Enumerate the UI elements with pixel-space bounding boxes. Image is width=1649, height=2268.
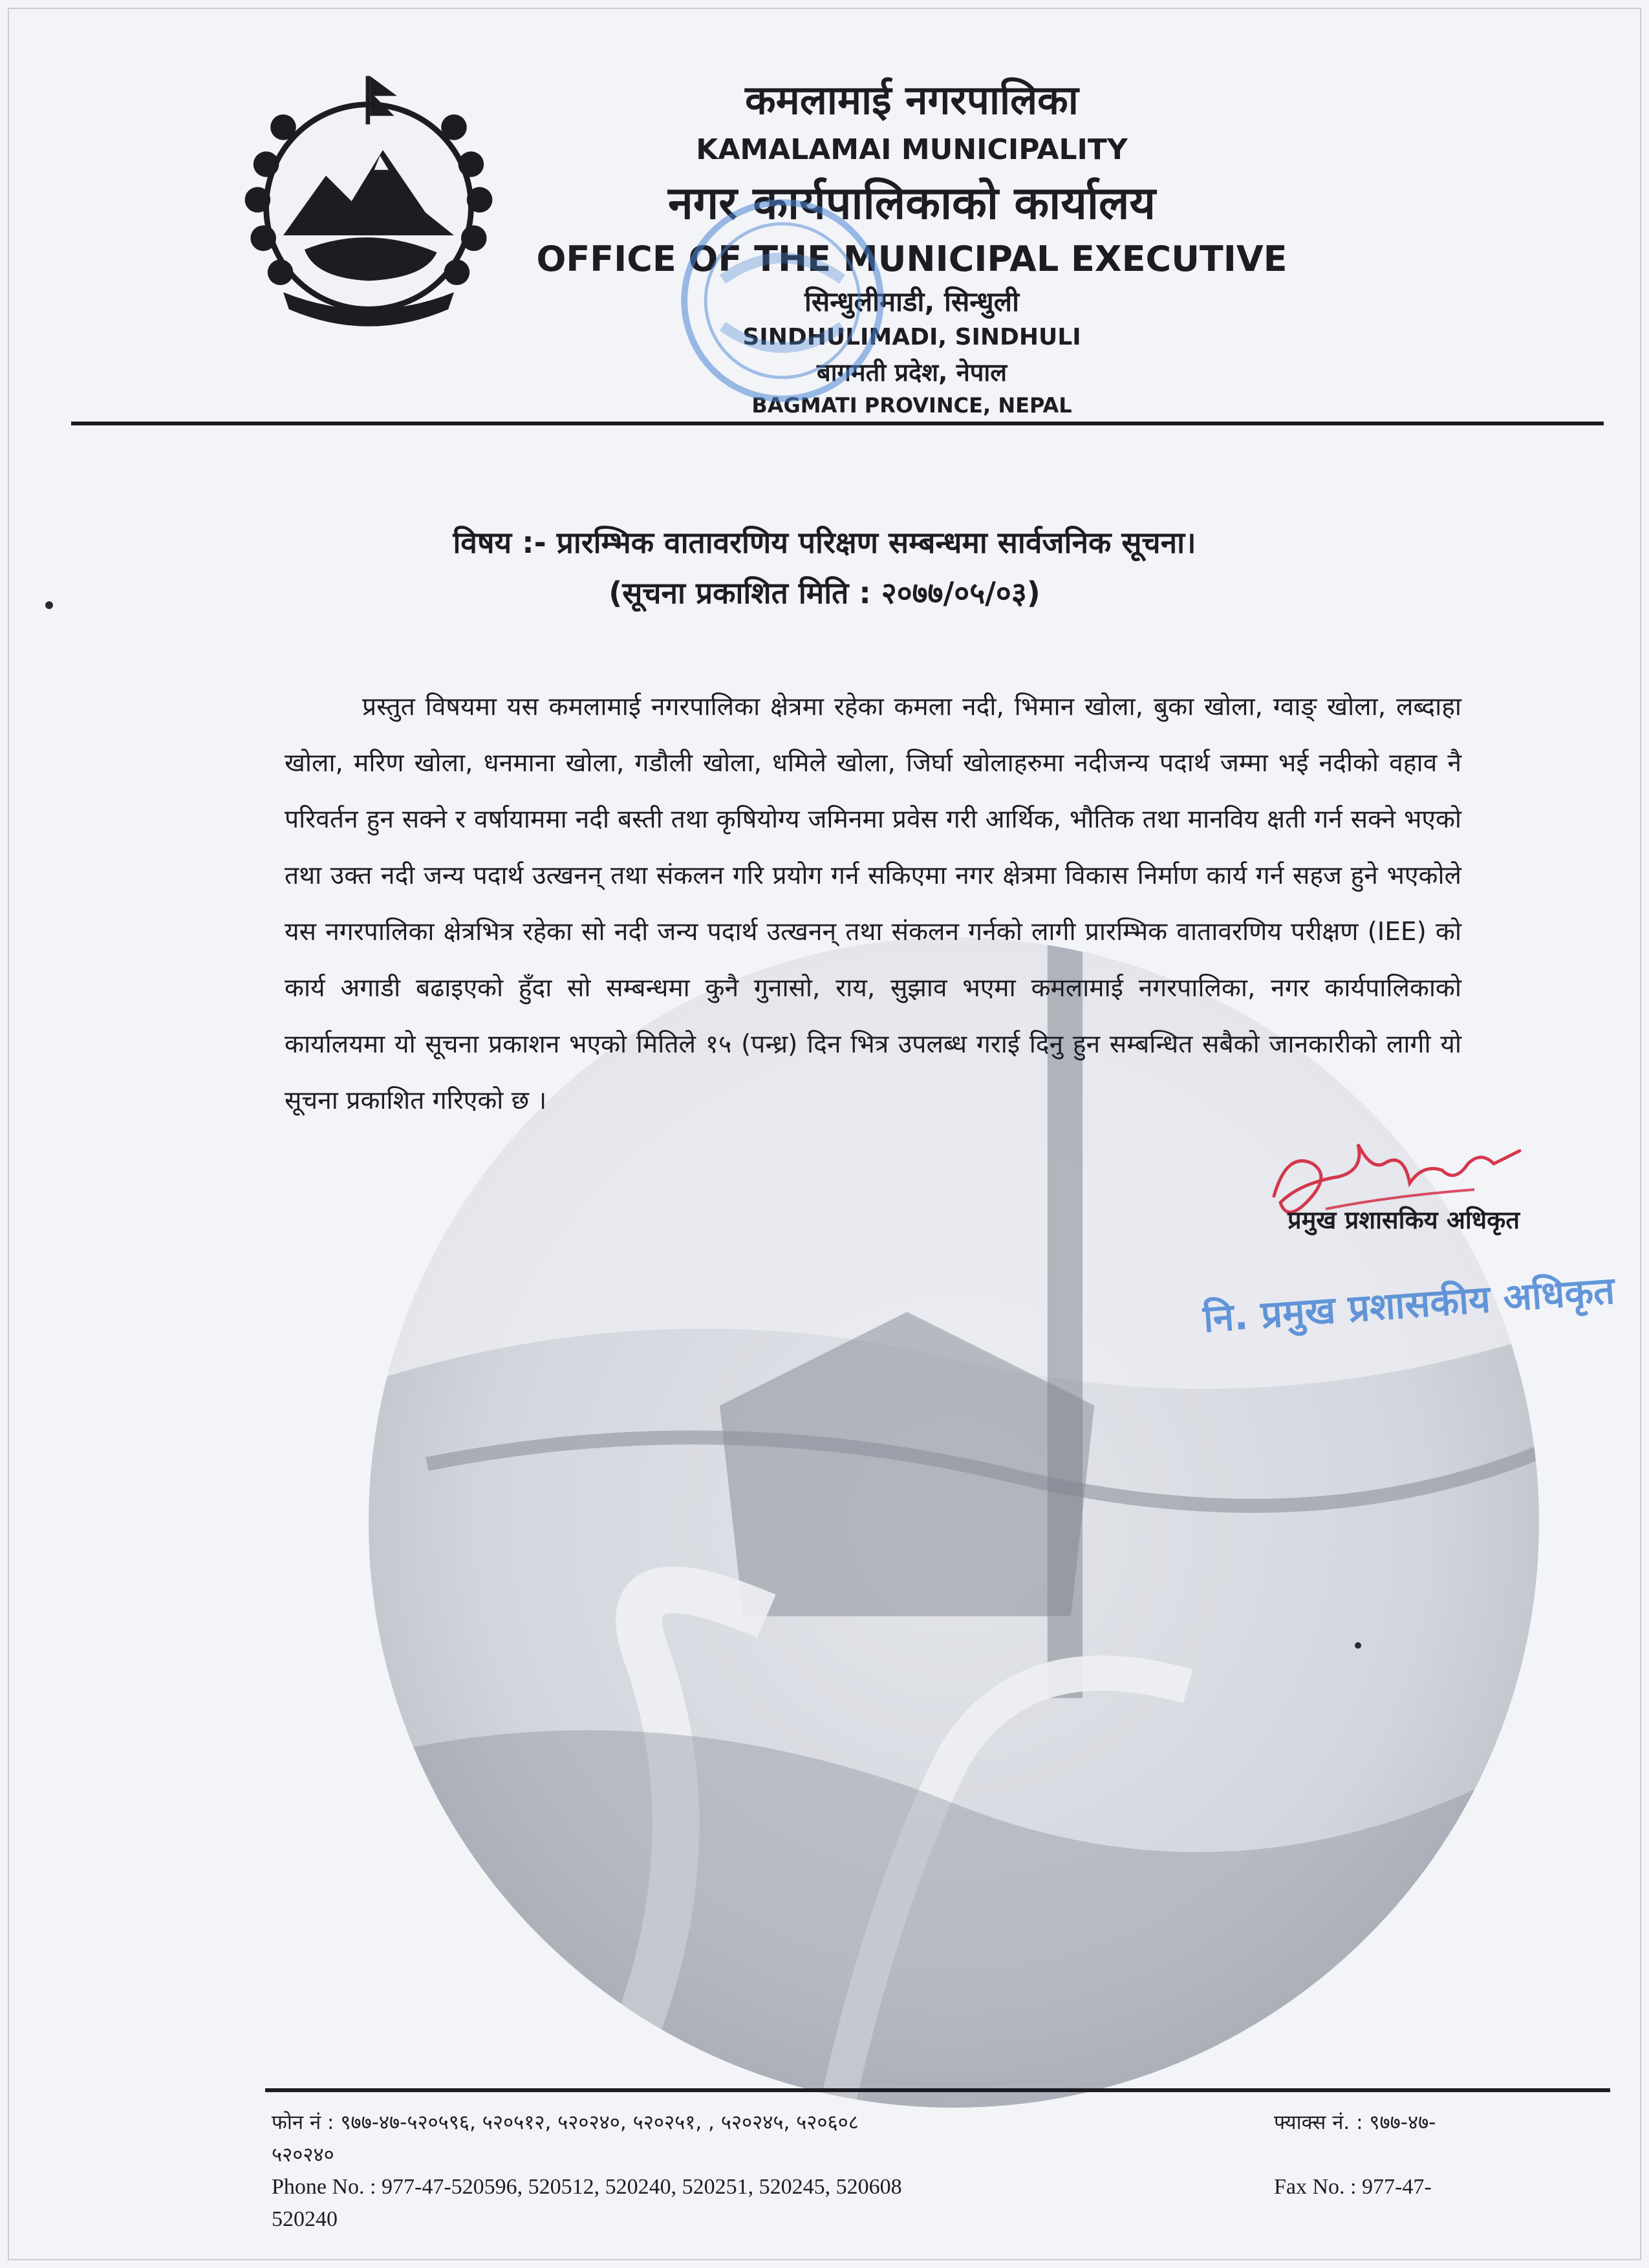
fax-np: फ्याक्स नं. : ९७७-४७- [1274, 2111, 1436, 2134]
municipality-name-np: कमलामाई नगरपालिका [745, 76, 1079, 123]
signatory-designation: प्रमुख प्रशासकिय अधिकृत [1287, 1206, 1520, 1234]
footer-divider [265, 2088, 1610, 2092]
speck-mark [45, 601, 53, 609]
province-np: बागमती प्रदेश, नेपाल [817, 358, 1007, 387]
phone-np-line-2: ५२०२४० [272, 2143, 334, 2166]
office-name-np: नगर कार्यपालिकाको कार्यालय [667, 177, 1156, 230]
notice-published-date: (सूचना प्रकाशित मिति : २०७७/०५/०३) [609, 575, 1040, 610]
nepal-emblem-icon [226, 65, 511, 349]
footer-phone [272, 2106, 1112, 2236]
header-divider [71, 422, 1604, 425]
office-stamp-icon [676, 194, 889, 407]
notice-subject: विषय :- प्रारम्भिक वातावरणिय परिक्षण सम्बन्धमा सार्वजनिक सूचना। [453, 525, 1196, 560]
notice-body: प्रस्तुत विषयमा यस कमलामाई नगरपालिका क्षेत्रमा रहेका कमला नदी, भिमान खोला, बुका खोला, ग्वाङ् खोला, लब्दाहा खोला, मरिण खोला, धनमाना खोला, गडौली खोला, धमिले खोला, जिर्घा खोलाहरुमा नदीजन्य पदार्थ जम्मा भई नदीको वहाव नै परिवर्तन हुन सक्ने र वर्षायाममा नदी बस्ती तथा कृषियोग्य जमिनमा प्रवेस गरी आर्थिक, भौतिक तथा मानविय क्षती गर्न सक्ने भएको तथा उक्त नदी जन्य पदार्थ उत्खनन् तथा संकलन गरि प्रयोग गर्न सकिएमा नगर क्षेत्रमा विकास निर्माण कार्य गर्न सहज हुने भएकोले यस नगरपालिका क्षेत्रभित्र रहेका सो नदी जन्य पदार्थ उत्खनन् तथा संकलन गर्नको लागी प्रारम्भिक वातावरणिय परीक्षण (IEE) को कार्य अगाडी बढाइएको हुँदा सो सम्बन्धमा कुनै गुनासो, राय, सुझाव भएमा कमलामाई नगरपालिका, नगर कार्यपालिकाको कार्यालयमा यो सूचना प्रकाशन भएको मितिले १५ (पन्ध्र) दिन भित्र उपलब्ध गराई दिनु हुन सम्बन्धित सबैको जानकारीको लागी यो सूचना प्रकाशित गरिएको छ । [285, 692, 1461, 1115]
officer-seal: नि. प्रमुख प्रशासकीय अधिकृत [1202, 1268, 1617, 1342]
office-name-en: OFFICE OF THE MUNICIPAL EXECUTIVE [536, 239, 1288, 279]
notice-heading [0, 517, 1649, 618]
footer-fax [1274, 2106, 1610, 2203]
speck-mark [1355, 1642, 1361, 1649]
letterhead-text [491, 71, 1332, 420]
address-np: सिन्धुलीमाडी, सिन्धुली [804, 286, 1020, 317]
phone-np-line-1: फोन नं : ९७७-४७-५२०५९६, ५२०५१२, ५२०२४०, ५२०२५१, , ५२०२४५, ५२०६०८ [272, 2111, 859, 2134]
address-en: SINDHULIMADI, SINDHULI [742, 324, 1081, 350]
letterhead [0, 0, 1649, 453]
phone-en-line-1: Phone No. : 977-47-520596, 520512, 520240, 520251, 520245, 520608 [272, 2175, 902, 2199]
province-en: BAGMATI PROVINCE, NEPAL [751, 393, 1072, 418]
municipality-name-en: KAMALAMAI MUNICIPALITY [696, 133, 1128, 166]
phone-en-line-2: 520240 [272, 2207, 338, 2231]
fax-en: Fax No. : 977-47- [1274, 2175, 1432, 2199]
